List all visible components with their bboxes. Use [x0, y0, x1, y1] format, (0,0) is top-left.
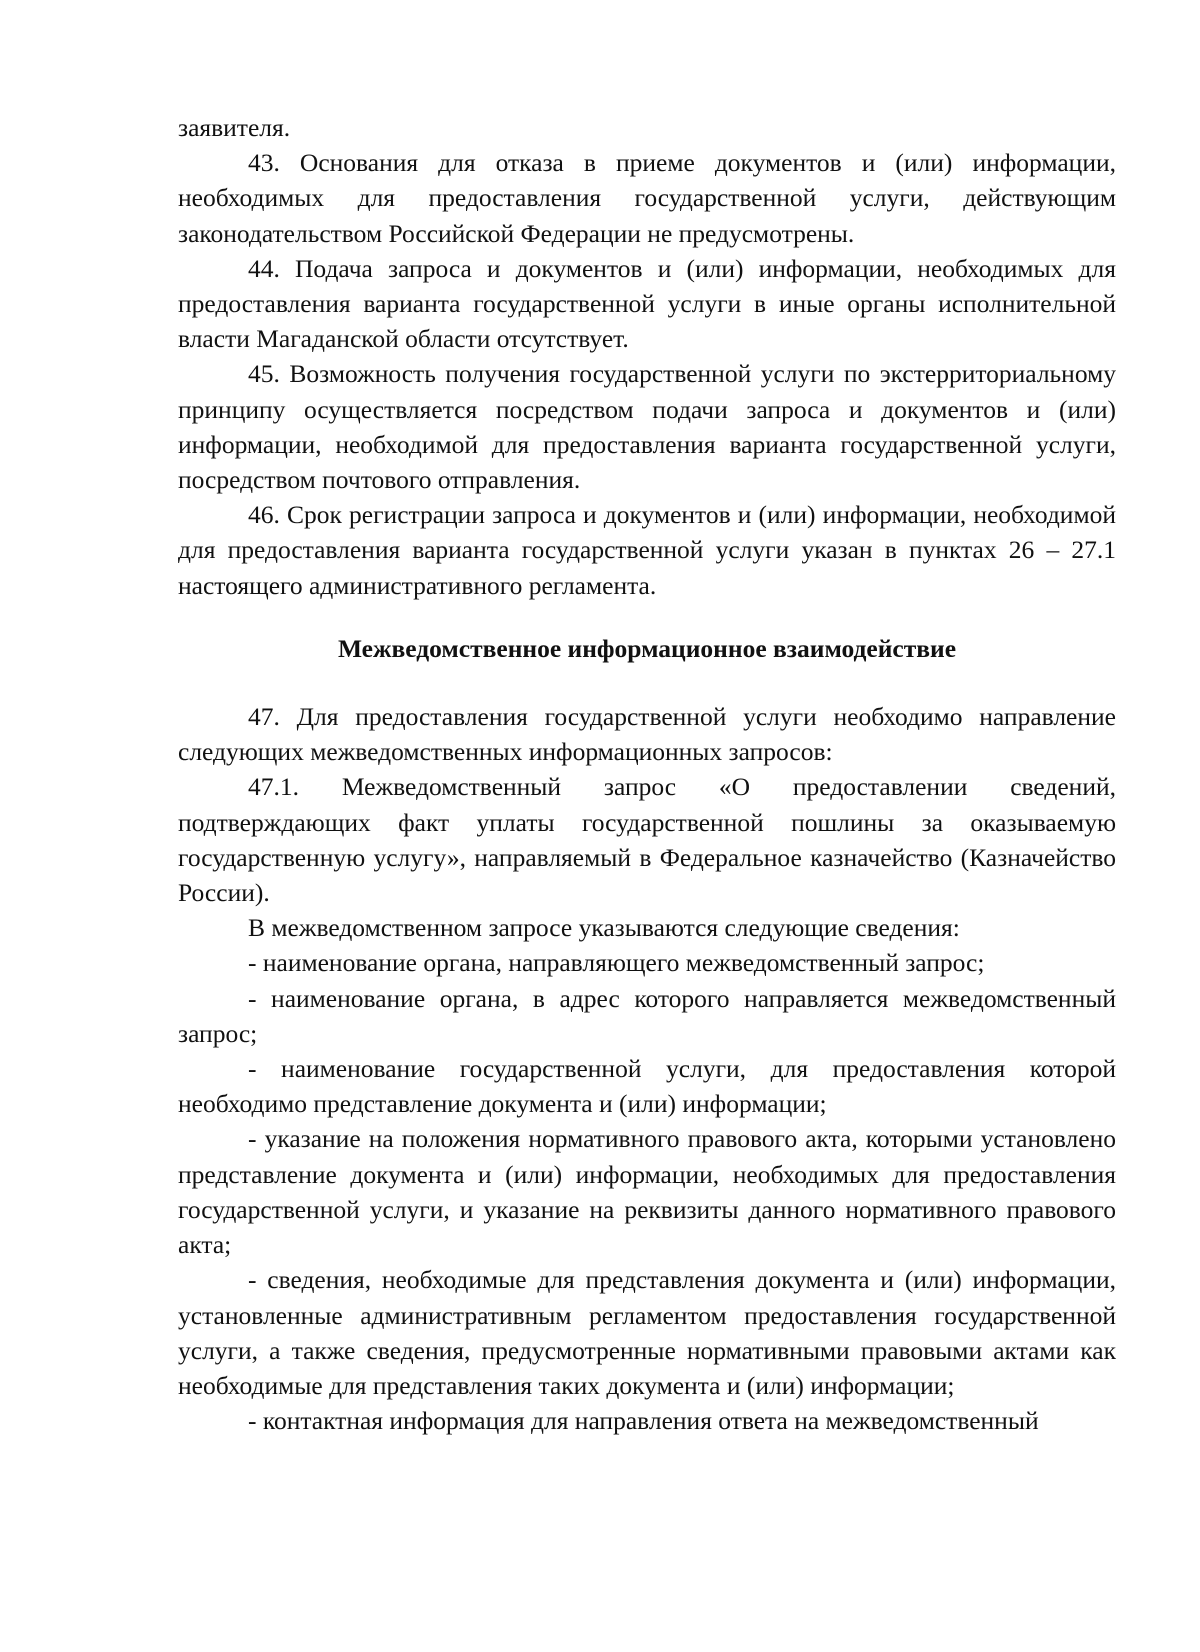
- section-heading: Межведомственное информационное взаимодействие: [337, 633, 957, 663]
- paragraph-47-1: 47.1. Межведомственный запрос «О предоставлении сведений, подтверждающих факт уплаты государственной пошлины за оказываемую государственную услугу», направляемый в Федеральное казначейство (Казначейство России).: [178, 772, 1116, 908]
- paragraph-47: 47. Для предоставления государственной услуги необходимо направление следующих межведомственных информационных запросов:: [178, 702, 1116, 767]
- paragraph-46: 46. Срок регистрации запроса и документов и (или) информации, необходимой для предоставления варианта государственной услуги указан в пунктах 26 – 27.1 настоящего административного регламента.: [178, 500, 1116, 600]
- paragraph-43: 43. Основания для отказа в приеме документов и (или) информации, необходимых для предоставления государственной услуги, действующим законодательством Российской Федерации не предусмотрены.: [178, 148, 1116, 248]
- paragraph-continuation: заявителя.: [178, 113, 291, 142]
- list-item: - наименование органа, направляющего межведомственный запрос;: [248, 948, 985, 978]
- paragraph-44: 44. Подача запроса и документов и (или) информации, необходимых для предоставления варианта государственной услуги в иные органы исполнительной власти Магаданской области отсутствует.: [178, 253, 1116, 354]
- list-item: - указание на положения нормативного правового акта, которыми установлено представление документа и (или) информации, необходимых для предоставления государственной услуги, и указание на реквизиты данного нормативного правового акта;: [178, 1124, 1116, 1260]
- list-item: - наименование государственной услуги, для предоставления которой необходимо представление документа и (или) информации;: [178, 1054, 1116, 1119]
- paragraph-45: 45. Возможность получения государственной услуги по экстерриториальному принципу осуществляется посредством подачи запроса и документов и (или) информации, необходимой для предоставления варианта государственной услуги, посредством почтового отправления.: [178, 359, 1116, 495]
- list-item: - контактная информация для направления ответа на межведомственный: [248, 1406, 1039, 1436]
- list-item: - сведения, необходимые для представления документа и (или) информации, установленные административным регламентом предоставления государственной услуги, а также сведения, предусмотренные нормативными правовыми актами как необходимые для представления таких документа и (или) информации;: [178, 1265, 1116, 1400]
- document-page: [178, 110, 1116, 1438]
- paragraph-request-info: В межведомственном запросе указываются следующие сведения:: [248, 913, 960, 943]
- list-item: - наименование органа, в адрес которого направляется межведомственный запрос;: [178, 983, 1116, 1048]
